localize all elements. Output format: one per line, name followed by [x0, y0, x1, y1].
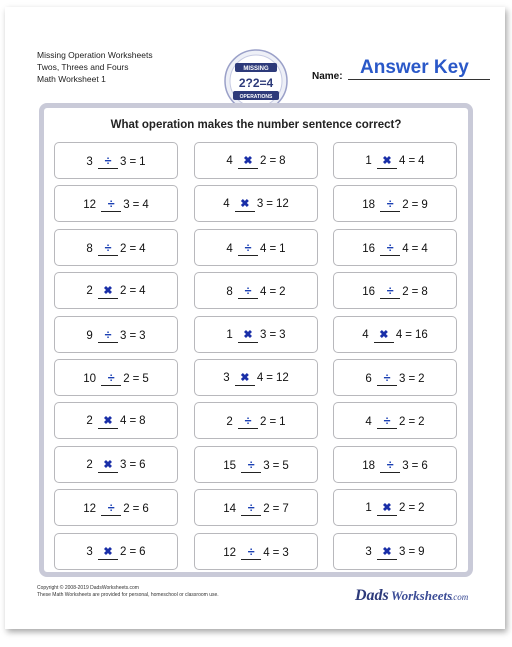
second-number: 4: [399, 155, 406, 167]
problem-box: [54, 489, 178, 526]
result-number: 9: [418, 545, 425, 558]
operator-answer: ✖: [235, 197, 255, 212]
first-number: 1: [365, 155, 372, 167]
result-number: 5: [142, 372, 149, 385]
result-number: 1: [279, 416, 286, 429]
first-number: 4: [226, 242, 233, 255]
second-number: 2: [399, 416, 406, 429]
equals-sign: =: [408, 416, 416, 429]
operator-answer: ÷: [101, 197, 121, 212]
operator-answer: ✖: [238, 154, 258, 169]
copyright-text: Copyright © 2008-2019 DadsWorksheets.com: [37, 585, 139, 591]
number-sentence: [195, 545, 317, 560]
operator-answer: ÷: [241, 458, 261, 473]
second-number: 2: [402, 286, 409, 299]
operator-answer: ÷: [377, 414, 397, 429]
first-number: 12: [223, 546, 237, 559]
problem-box: [54, 272, 178, 309]
result-number: 3: [279, 328, 286, 341]
name-field: [312, 57, 492, 81]
number-sentence: [195, 197, 317, 212]
problem-box: [333, 185, 457, 222]
worksheet-subtitle: Twos, Threes and Fours: [37, 62, 129, 72]
operator-answer: ÷: [241, 545, 261, 560]
operator-answer: ÷: [377, 371, 397, 386]
number-sentence: [55, 371, 177, 386]
operator-answer: ✖: [98, 284, 118, 299]
problem-box: [194, 229, 318, 266]
number-sentence: [55, 154, 177, 169]
usage-notice: These Math Worksheets are provided for personal, homeschool or classroom use.: [37, 592, 219, 598]
equals-sign: =: [411, 242, 419, 255]
second-number: 3: [399, 372, 406, 385]
second-number: 2: [123, 503, 130, 516]
second-number: 4: [260, 242, 267, 255]
result-number: 6: [421, 459, 428, 472]
problem-box: [54, 402, 178, 439]
first-number: 3: [86, 545, 93, 558]
problem-grid: [54, 142, 460, 576]
number-sentence: [334, 328, 456, 343]
logo-bottom-text: OPERATIONS: [239, 94, 273, 100]
second-number: 2: [260, 155, 267, 167]
worksheet-header: [37, 49, 153, 85]
number-sentence: [195, 284, 317, 299]
operator-answer: ÷: [380, 284, 400, 299]
worksheet-series-title: Missing Operation Worksheets: [37, 50, 153, 60]
problem-row: [54, 316, 460, 359]
problem-box: [333, 489, 457, 526]
first-number: 4: [226, 155, 233, 167]
equals-sign: =: [272, 503, 280, 516]
result-number: 6: [142, 503, 149, 516]
operator-answer: ÷: [238, 414, 258, 429]
number-sentence: [334, 371, 456, 386]
first-number: 2: [86, 458, 93, 471]
number-sentence: [334, 284, 456, 299]
worksheet-page: [5, 7, 505, 629]
second-number: 4: [402, 242, 409, 255]
equals-sign: =: [266, 371, 273, 384]
second-number: 4: [263, 546, 270, 559]
number-sentence: [334, 154, 456, 169]
result-number: 4: [139, 285, 146, 298]
first-number: 2: [86, 285, 93, 298]
problem-box: [194, 446, 318, 483]
first-number: 10: [83, 372, 97, 385]
second-number: 3: [120, 458, 127, 471]
equals-sign: =: [129, 285, 137, 298]
result-number: 6: [139, 545, 146, 558]
number-sentence: [334, 545, 456, 560]
problem-box: [194, 142, 318, 179]
first-number: 12: [83, 503, 97, 516]
problem-box: [333, 229, 457, 266]
problem-frame: [39, 103, 473, 577]
operator-answer: ✖: [98, 458, 118, 473]
equals-sign: =: [405, 328, 412, 341]
second-number: 4: [120, 415, 127, 428]
equals-sign: =: [408, 545, 416, 558]
number-sentence: [55, 284, 177, 299]
first-number: 4: [362, 328, 369, 341]
problem-row: [54, 533, 460, 576]
equals-sign: =: [129, 156, 137, 168]
problem-row: [54, 272, 460, 315]
equals-sign: =: [132, 503, 140, 516]
result-number: 2: [418, 502, 425, 515]
operator-answer: ÷: [241, 501, 261, 516]
operator-answer: ✖: [377, 501, 397, 516]
operator-answer: ✖: [377, 154, 397, 169]
name-label: Name:: [312, 71, 343, 82]
equals-sign: =: [411, 459, 419, 472]
problem-row: [54, 229, 460, 272]
problem-box: [194, 185, 318, 222]
problem-box: [54, 359, 178, 396]
problem-box: [333, 359, 457, 396]
equals-sign: =: [408, 502, 416, 515]
second-number: 4: [260, 286, 267, 299]
result-number: 12: [275, 198, 289, 211]
number-sentence: [55, 501, 177, 516]
first-number: 9: [86, 329, 93, 342]
second-number: 2: [263, 503, 270, 516]
second-number: 3: [256, 198, 264, 211]
equals-sign: =: [408, 372, 416, 385]
operator-answer: ÷: [98, 154, 118, 169]
worksheet-number: Math Worksheet 1: [37, 74, 106, 84]
number-sentence: [195, 154, 317, 169]
operator-answer: ✖: [238, 328, 258, 343]
brand-worksheets: Worksheets: [391, 588, 453, 603]
problem-box: [54, 142, 178, 179]
first-number: 2: [226, 416, 233, 429]
operator-answer: ÷: [380, 241, 400, 256]
second-number: 3: [123, 199, 130, 212]
second-number: 4: [395, 328, 403, 341]
first-number: 8: [226, 286, 233, 299]
number-sentence: [55, 414, 177, 429]
first-number: 3: [365, 545, 372, 558]
operator-answer: ÷: [101, 371, 121, 386]
problem-row: [54, 359, 460, 402]
number-sentence: [334, 197, 456, 212]
result-number: 4: [139, 242, 146, 255]
first-number: 15: [223, 459, 237, 472]
operator-answer: ✖: [98, 545, 118, 560]
first-number: 4: [223, 198, 230, 211]
first-number: 18: [362, 459, 376, 472]
equals-sign: =: [411, 199, 419, 212]
second-number: 2: [120, 285, 127, 298]
footer-copyright: [37, 585, 219, 599]
second-number: 3: [120, 156, 127, 168]
first-number: 1: [226, 328, 233, 341]
problem-box: [54, 229, 178, 266]
operator-answer: ✖: [377, 545, 397, 560]
first-number: 12: [83, 199, 97, 212]
problem-box: [54, 446, 178, 483]
number-sentence: [334, 458, 456, 473]
result-number: 8: [279, 155, 286, 167]
problem-box: [54, 185, 178, 222]
equals-sign: =: [411, 286, 419, 299]
problem-box: [333, 272, 457, 309]
first-number: 16: [362, 286, 376, 299]
logo-symbols: 2?2=4: [238, 76, 274, 90]
equals-sign: =: [269, 286, 277, 299]
result-number: 2: [418, 372, 425, 385]
equals-sign: =: [269, 328, 277, 341]
result-number: 5: [282, 459, 289, 472]
brand-com: .com: [451, 592, 469, 602]
second-number: 2: [120, 545, 127, 558]
second-number: 3: [260, 328, 267, 341]
result-number: 4: [421, 242, 428, 255]
first-number: 3: [223, 371, 230, 384]
first-number: 1: [365, 502, 372, 515]
operator-answer: ÷: [238, 241, 258, 256]
problem-row: [54, 446, 460, 489]
second-number: 2: [123, 372, 130, 385]
logo-top-text: MISSING: [243, 66, 269, 72]
equals-sign: =: [269, 155, 277, 167]
first-number: 16: [362, 242, 376, 255]
operator-answer: ✖: [98, 414, 118, 429]
first-number: 3: [86, 156, 93, 168]
result-number: 1: [279, 242, 286, 255]
number-sentence: [334, 241, 456, 256]
number-sentence: [334, 414, 456, 429]
result-number: 2: [279, 286, 286, 299]
first-number: 14: [223, 503, 237, 516]
operator-answer: ÷: [380, 458, 400, 473]
result-number: 4: [418, 155, 425, 167]
second-number: 2: [399, 502, 406, 515]
first-number: 6: [365, 372, 372, 385]
second-number: 3: [263, 459, 270, 472]
number-sentence: [55, 241, 177, 256]
number-sentence: [55, 197, 177, 212]
result-number: 7: [282, 503, 289, 516]
number-sentence: [55, 545, 177, 560]
first-number: 18: [362, 199, 376, 212]
result-number: 3: [282, 546, 289, 559]
first-number: 2: [86, 415, 93, 428]
problem-box: [54, 316, 178, 353]
result-number: 4: [142, 199, 149, 212]
equals-sign: =: [129, 329, 137, 342]
equals-sign: =: [129, 242, 137, 255]
equals-sign: =: [129, 458, 137, 471]
problem-box: [333, 142, 457, 179]
dadsworksheets-logo: [353, 581, 473, 607]
first-number: 8: [86, 242, 93, 255]
brand-dads: Dads: [355, 587, 389, 604]
equals-sign: =: [408, 155, 416, 167]
result-number: 9: [421, 199, 428, 212]
problem-box: [333, 316, 457, 353]
second-number: 2: [120, 242, 127, 255]
equals-sign: =: [132, 199, 140, 212]
problem-box: [333, 533, 457, 570]
result-number: 2: [418, 416, 425, 429]
equals-sign: =: [129, 545, 137, 558]
result-number: 16: [414, 328, 428, 341]
instruction-text: What operation makes the number sentence correct?: [110, 119, 402, 131]
operator-answer: ÷: [101, 501, 121, 516]
number-sentence: [195, 241, 317, 256]
problem-box: [333, 446, 457, 483]
first-number: 4: [365, 416, 372, 429]
second-number: 3: [399, 545, 406, 558]
problem-row: [54, 142, 460, 185]
operator-answer: ÷: [238, 284, 258, 299]
number-sentence: [195, 501, 317, 516]
second-number: 2: [260, 416, 267, 429]
problem-box: [333, 402, 457, 439]
number-sentence: [55, 458, 177, 473]
result-number: 3: [139, 329, 146, 342]
problem-box: [194, 402, 318, 439]
number-sentence: [195, 371, 317, 386]
problem-row: [54, 185, 460, 228]
equals-sign: =: [132, 372, 140, 385]
equals-sign: =: [129, 415, 137, 428]
second-number: 2: [402, 199, 409, 212]
operator-answer: ÷: [380, 197, 400, 212]
second-number: 3: [120, 329, 127, 342]
answer-key-title: Answer Key: [360, 57, 469, 78]
result-number: 8: [421, 286, 428, 299]
number-sentence: [195, 328, 317, 343]
result-number: 12: [275, 371, 289, 384]
operator-answer: ÷: [98, 241, 118, 256]
second-number: 4: [256, 371, 264, 384]
number-sentence: [55, 328, 177, 343]
result-number: 1: [139, 156, 146, 168]
operator-answer: ✖: [374, 328, 394, 343]
number-sentence: [334, 501, 456, 516]
problem-box: [194, 316, 318, 353]
second-number: 3: [402, 459, 409, 472]
problem-box: [54, 533, 178, 570]
equals-sign: =: [269, 416, 277, 429]
equals-sign: =: [272, 459, 280, 472]
problem-box: [194, 359, 318, 396]
operator-answer: ✖: [235, 371, 255, 386]
equals-sign: =: [269, 242, 277, 255]
name-underline: [348, 79, 490, 80]
number-sentence: [195, 458, 317, 473]
problem-box: [194, 533, 318, 570]
problem-row: [54, 402, 460, 445]
result-number: 8: [139, 415, 146, 428]
problem-row: [54, 489, 460, 532]
equals-sign: =: [266, 198, 273, 211]
equals-sign: =: [272, 546, 280, 559]
problem-box: [194, 272, 318, 309]
result-number: 6: [139, 458, 146, 471]
number-sentence: [195, 414, 317, 429]
problem-box: [194, 489, 318, 526]
operator-answer: ÷: [98, 328, 118, 343]
